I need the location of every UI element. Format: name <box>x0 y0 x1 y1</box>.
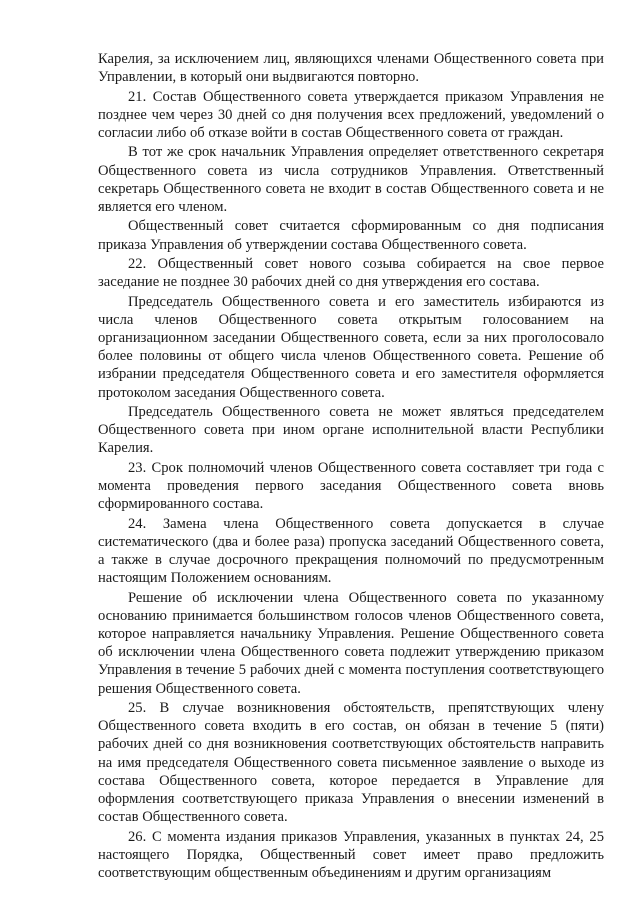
paragraph-secretary: В тот же срок начальник Управления определяет ответственного секретаря Общественного совета из числа сотрудников Управления. Ответственный секретарь Общественного совета не входит в состав Общественного совета и не является его членом. <box>98 144 604 215</box>
paragraph-clause-26: 26. С момента издания приказов Управления, указанных в пунктах 24, 25 настоящего Порядка, Общественный совет имеет право предложить соответствующим общественным объединениям и другим организациям <box>98 828 604 881</box>
paragraph-exclusion-decision: Решение об исключении члена Общественного совета по указанному основанию принимается большинством голосов членов Общественного совета, которое направляется начальнику Управления. Решение Общественного совета об исключении члена Общественного совета подлежит утверждению приказом Управления в течение 5 рабочих дней с момента поступления соответствующего решения Общественного совета. <box>98 589 604 697</box>
paragraph-council-formed: Общественный совет считается сформированным со дня подписания приказа Управления об утверждении состава Общественного совета. <box>98 218 604 253</box>
paragraph-chairman-election: Председатель Общественного совета и его заместитель избираются из числа членов Общественного совета открытым голосованием на организационном заседании Общественного совета, если за них проголосовало более половины от общего числа членов Общественного совета. Решение об избрании председателя Общественного совета и его заместителя оформляется протоколом заседания Общественного совета. <box>98 293 604 401</box>
document-page <box>98 50 604 883</box>
paragraph-clause-25: 25. В случае возникновения обстоятельств, препятствующих члену Общественного совета входить в его состав, он обязан в течение 5 (пяти) рабочих дней со дня возникновения соответствующих обстоятельств направить на имя председателя Общественного совета письменное заявление о выходе из состава Общественного совета, которое передается в Управление для оформления соответствующего приказа Управления о внесении изменений в состав Общественного совета. <box>98 699 604 826</box>
paragraph-clause-22: 22. Общественный совет нового созыва собирается на свое первое заседание не позднее 30 рабочих дней со дня утверждения его состава. <box>98 255 604 291</box>
paragraph-clause-23: 23. Срок полномочий членов Общественного совета составляет три года с момента проведения первого заседания Общественного совета вновь сформированного состава. <box>98 459 604 513</box>
paragraph-clause-21: 21. Состав Общественного совета утверждается приказом Управления не позднее чем через 30 дней со дня получения всех предложений, уведомлений о согласии либо об отказе войти в состав Общественного совета от граждан. <box>98 88 604 141</box>
paragraph-chairman-restriction: Председатель Общественного совета не может являться председателем Общественного совета при ином органе исполнительной власти Республики Карелия. <box>98 403 604 457</box>
paragraph-clause-24: 24. Замена члена Общественного совета допускается в случае систематического (два и более раза) пропуска заседаний Общественного совета, а также в случае досрочного прекращения полномочий по предусмотренным настоящим Положением основаниям. <box>98 515 604 587</box>
paragraph-continuation: Карелия, за исключением лиц, являющихся членами Общественного совета при Управлении, в который они выдвигаются повторно. <box>98 51 604 86</box>
